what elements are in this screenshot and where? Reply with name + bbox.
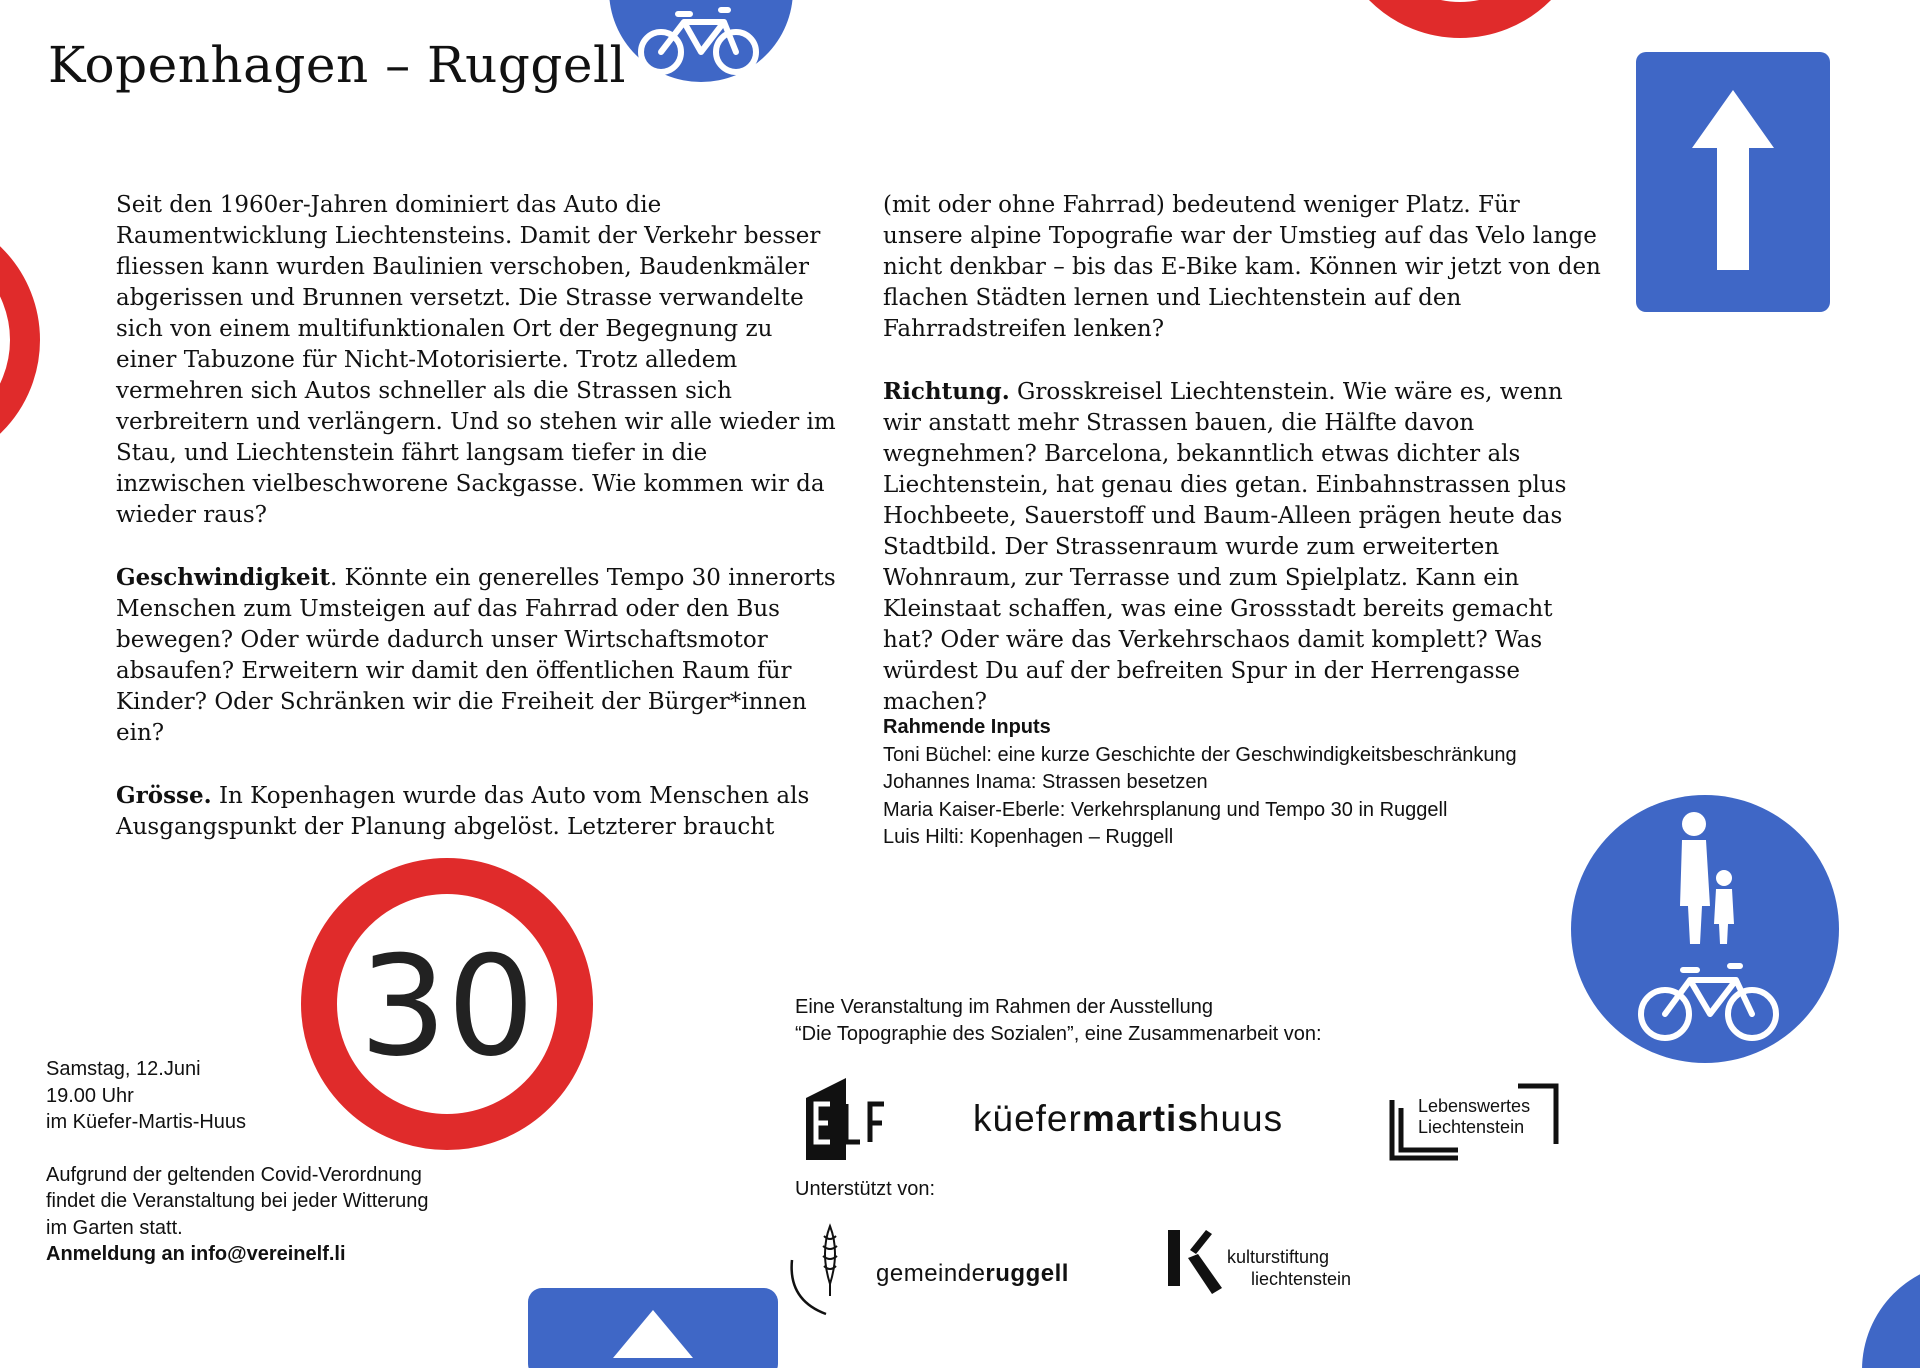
svg-text:30: 30 [359, 926, 535, 1087]
speed-heading: Geschwindigkeit [116, 564, 331, 591]
speed-text: . Könnte ein generelles Tempo 30 innerorts Menschen zum Umsteigen auf das Fahrrad oder den Bus bewegen? Oder würde dadurch unser Wirtschaftsmotor absaufen? Erweitern wir damit den öffentlichen Raum für Kinder? Oder Schränken wir die Freiheit der Bürger*innen ein? [116, 565, 836, 746]
kulturstiftung-liechtenstein-logo: kulturstiftung liechtenstein [1227, 1247, 1352, 1289]
prohibition-sign-left-icon [0, 210, 70, 470]
speed-paragraph [116, 562, 836, 749]
gemeinde-ruggell-emblem-icon [786, 1222, 872, 1316]
list-item: Maria Kaiser-Eberle: Verkehrsplanung und Tempo 30 in Ruggell [883, 798, 1448, 821]
lebenswertes-liechtenstein-logo: Lebenswertes Liechtenstein [1418, 1096, 1531, 1137]
direction-text: Grosskreisel Liechtenstein. Wie wäre es, wenn wir anstatt mehr Strassen bauen, die Hälfte davon wegnehmen? Barcelona, bekanntlich etwas dichter als Liechtenstein, hat genau dies getan. Einbahnstrassen plus Hochbeete, Sauerstoff und Baum-Alleen prägen heute das Stadtbild. Der Strassenraum wurde zum erweiterten Wohnraum, zur Terrasse und zum Spielplatz. Kann ein Kleinstaat schaffen, was eine Grossstadt bereits gemacht hat? Oder wäre das Verkehrschaos damit komplett? Was würdest Du auf der befreiten Spur in der Herrengasse machen? [883, 379, 1567, 715]
size-heading: Grösse. [116, 782, 212, 809]
direction-paragraph [883, 376, 1603, 718]
support-label: Unterstützt von: [795, 1178, 936, 1200]
exhibition-note [795, 994, 1555, 1048]
gemeinde-ruggell-logo: gemeinderuggell [876, 1260, 1069, 1287]
exhibition-note-line: “Die Topographie des Sozialen”, eine Zusammenarbeit von: [795, 1023, 1322, 1045]
elf-logo-icon [800, 1076, 892, 1162]
event-info [46, 1056, 516, 1268]
covid-note-line: findet die Veranstaltung bei jeder Witterung [46, 1190, 429, 1212]
inputs-list [883, 714, 1603, 852]
event-time: 19.00 Uhr [46, 1084, 134, 1107]
event-date: Samstag, 12.Juni [46, 1058, 201, 1080]
blue-sign-bottom-icon [528, 1288, 778, 1368]
one-way-sign-icon [1636, 52, 1830, 312]
blue-sign-corner-icon [1860, 1260, 1920, 1358]
size-paragraph [116, 780, 836, 843]
text-column-left [116, 190, 836, 874]
list-item: Luis Hilti: Kopenhagen – Ruggell [883, 826, 1174, 848]
bicycle-sign-icon [606, 0, 796, 110]
page-title: Kopenhagen – Ruggell [48, 36, 626, 94]
list-item: Toni Büchel: eine kurze Geschichte der Geschwindigkeitsbeschränkung [883, 743, 1517, 766]
registration-info: Anmeldung an info@vereinelf.li [46, 1243, 346, 1265]
event-place: im Küefer-Martis-Huus [46, 1111, 247, 1133]
direction-heading: Richtung. [883, 378, 1010, 405]
inputs-heading: Rahmende Inputs [883, 716, 1051, 738]
no-entry-sign-icon [1330, 0, 1590, 30]
size-continued-paragraph: (mit oder ohne Fahrrad) bedeutend weniger Platz. Für unsere alpine Topografie war der Umstieg auf das Velo lange nicht denkbar – bis das E-Bike kam. Können wir jetzt von den flachen Städten lernen und Liechtenstein auf den Fahrradstreifen lenken? [883, 192, 1601, 342]
exhibition-note-line: Eine Veranstaltung im Rahmen der Ausstellung [795, 996, 1214, 1018]
size-text: In Kopenhagen wurde das Auto vom Menschen als Ausgangspunkt der Planung abgelöst. Letzterer braucht [116, 783, 810, 840]
kuefer-martis-huus-logo: küefermartishuus [973, 1098, 1284, 1139]
intro-paragraph: Seit den 1960er-Jahren dominiert das Auto die Raumentwicklung Liechtensteins. Damit der Verkehr besser fliessen kann wurden Baulinien verschoben, Baudenkmäler abgerissen und Brunnen versetzt. Die Strasse verwandelte sich von einem multifunktionalen Ort der Begegnung zu einer Tabuzone für Nicht-Motorisierte. Trotz alledem vermehren sich Autos schneller als die Strassen sich verbreitern und verlängern. Und so stehen wir alle wieder im Stau, und Liechtenstein fährt langsam tiefer in die inzwischen vielbeschworene Sackgasse. Wie kommen wir da wieder raus? [116, 192, 836, 528]
covid-note-line: im Garten statt. [46, 1216, 183, 1239]
pedestrian-bicycle-sign-icon [1570, 794, 1840, 1064]
kulturstiftung-logo-icon [1166, 1228, 1226, 1298]
list-item: Johannes Inama: Strassen besetzen [883, 771, 1208, 793]
covid-note-line: Aufgrund der geltenden Covid-Verordnung [46, 1163, 422, 1186]
text-column-right [883, 190, 1603, 749]
